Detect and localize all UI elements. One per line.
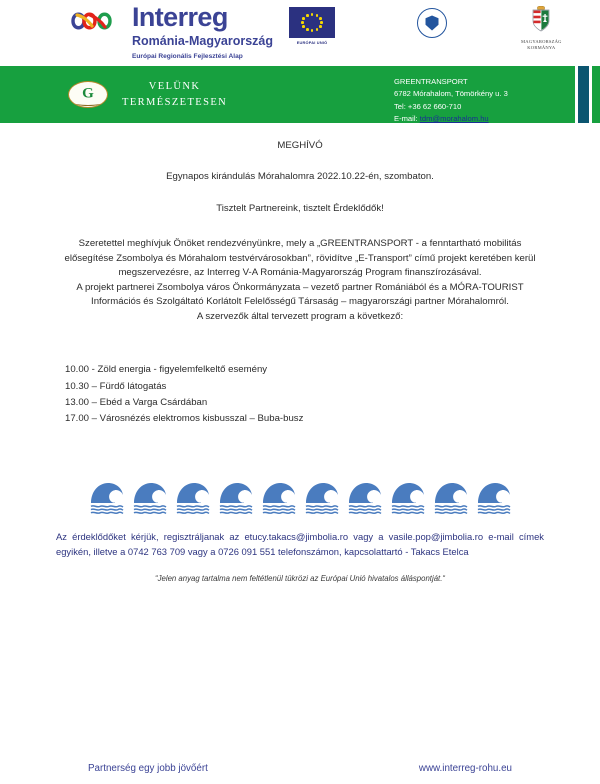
velunk-badge-letter: G: [82, 85, 94, 101]
document-body: [0, 140, 600, 583]
registration-paragraph: Az érdeklődőket kérjük, regisztráljanak az etucy.takacs@jimbolia.ro vagy a vasile.pop@jimbolia.ro e-mail címek egyikén, illetve a 0742 763 709 vagy a 0726 091 551 telefonszámon, kapcsolattartó - Takacs Etelca: [56, 530, 544, 558]
schedule-item: 10.30 – Fürdő látogatás: [65, 380, 167, 392]
hungary-caption: [521, 39, 562, 51]
page-title: MEGHÍVÓ: [277, 140, 323, 151]
eu-disclaimer: “Jelen anyag tartalma nem feltétlenül tükrözi az Európai Unió hivatalos álláspontját.“: [155, 574, 445, 584]
wave-icon: [476, 481, 512, 515]
interreg-programme-name: Románia-Magyarország: [132, 34, 274, 48]
intro-paragraph: Szeretettel meghívjuk Önöket rendezvényünkre, mely a „GREENTRANSPORT - a fenntartható mobilitás elősegítése Zsombolya és Mórahalom testvérvárosokban”, rövidítve „E-Transport” című projekt keretében kerül megszervezésre, az Interreg V-A Románia-Magyarország Program finanszírozásával.: [64, 238, 536, 279]
company-email-row: [394, 113, 508, 125]
wave-divider: [56, 481, 544, 515]
banner-contact-block: [394, 76, 508, 125]
wave-icon: [218, 481, 254, 515]
interreg-fund-name: Európai Regionális Fejlesztési Alap: [132, 52, 243, 60]
eu-flag-icon: [289, 7, 335, 38]
velunk-termeszetesen-logo-icon: [68, 81, 108, 108]
salutation: Tisztelt Partnereink, tisztelt Érdeklődők!: [216, 203, 384, 214]
hungary-government-logo: [521, 6, 562, 51]
schedule-item: 17.00 – Városnézés elektromos kisbusszal – Buba-busz: [65, 412, 304, 424]
programme-intro: A szervezők által tervezett program a következő:: [196, 310, 404, 322]
company-phone: Tel: +36 62 660-710: [394, 101, 462, 111]
velunk-logo: [68, 79, 227, 109]
page-footer: [0, 763, 600, 774]
hungary-caption-line2: KORMÁNYA: [527, 45, 556, 51]
velunk-badge-arc: [73, 99, 103, 106]
header-logo-strip: [0, 0, 600, 66]
partners-paragraph: A projekt partnerei Zsombolya város Önkormányzata – vezető partner Romániából és a MÓRA-TOURIST Információs és Szolgáltató Korlátolt Felelősségű Társaság – magyarországi partner Mórahalomról.: [76, 281, 524, 308]
romania-government-seal-icon: [417, 8, 447, 38]
romania-government-logo: [417, 8, 447, 38]
hungary-caption-line1: MAGYARORSZÁG: [521, 39, 562, 44]
footer-slogan: Partnerség egy jobb jövőért: [88, 763, 208, 774]
interreg-logo: [68, 4, 273, 60]
eu-logo: [289, 7, 335, 45]
wave-icon: [347, 481, 383, 515]
velunk-slogan: [122, 79, 227, 109]
velunk-slogan-line2: TERMÉSZETESEN: [122, 96, 228, 108]
wave-icon: [89, 481, 125, 515]
wave-icon: [261, 481, 297, 515]
wave-icon: [175, 481, 211, 515]
hungary-coat-of-arms-icon: [531, 6, 551, 32]
footer-website[interactable]: www.interreg-rohu.eu: [418, 763, 512, 774]
wave-icon: [433, 481, 469, 515]
banner-stripe-teal: [578, 66, 589, 123]
banner-stripe-decoration: [575, 66, 592, 123]
green-banner: [0, 66, 600, 123]
wave-icon: [390, 481, 426, 515]
email-link[interactable]: tdm@morahalom.hu: [419, 113, 489, 123]
programme-schedule: [56, 362, 544, 426]
wave-icon: [304, 481, 340, 515]
email-label: E-mail:: [394, 113, 420, 123]
schedule-item: 13.00 – Ebéd a Varga Csárdában: [65, 396, 208, 408]
schedule-item: 10.00 - Zöld energia - figyelemfelkeltő esemény: [65, 364, 268, 376]
eu-caption: EURÓPAI UNIÓ: [296, 40, 328, 45]
company-name: GREENTRANSPORT: [394, 77, 468, 86]
interreg-wordmark: Interreg: [132, 2, 228, 32]
event-lead: Egynapos kirándulás Mórahalomra 2022.10.22-én, szombaton.: [166, 171, 434, 182]
velunk-slogan-line1: VELÜNK: [148, 81, 201, 93]
interreg-infinity-icon: [68, 6, 126, 36]
company-address: 6782 Mórahalom, Tömörkény u. 3: [394, 89, 508, 99]
banner-stripe-white-right: [589, 66, 592, 123]
wave-icon: [132, 481, 168, 515]
